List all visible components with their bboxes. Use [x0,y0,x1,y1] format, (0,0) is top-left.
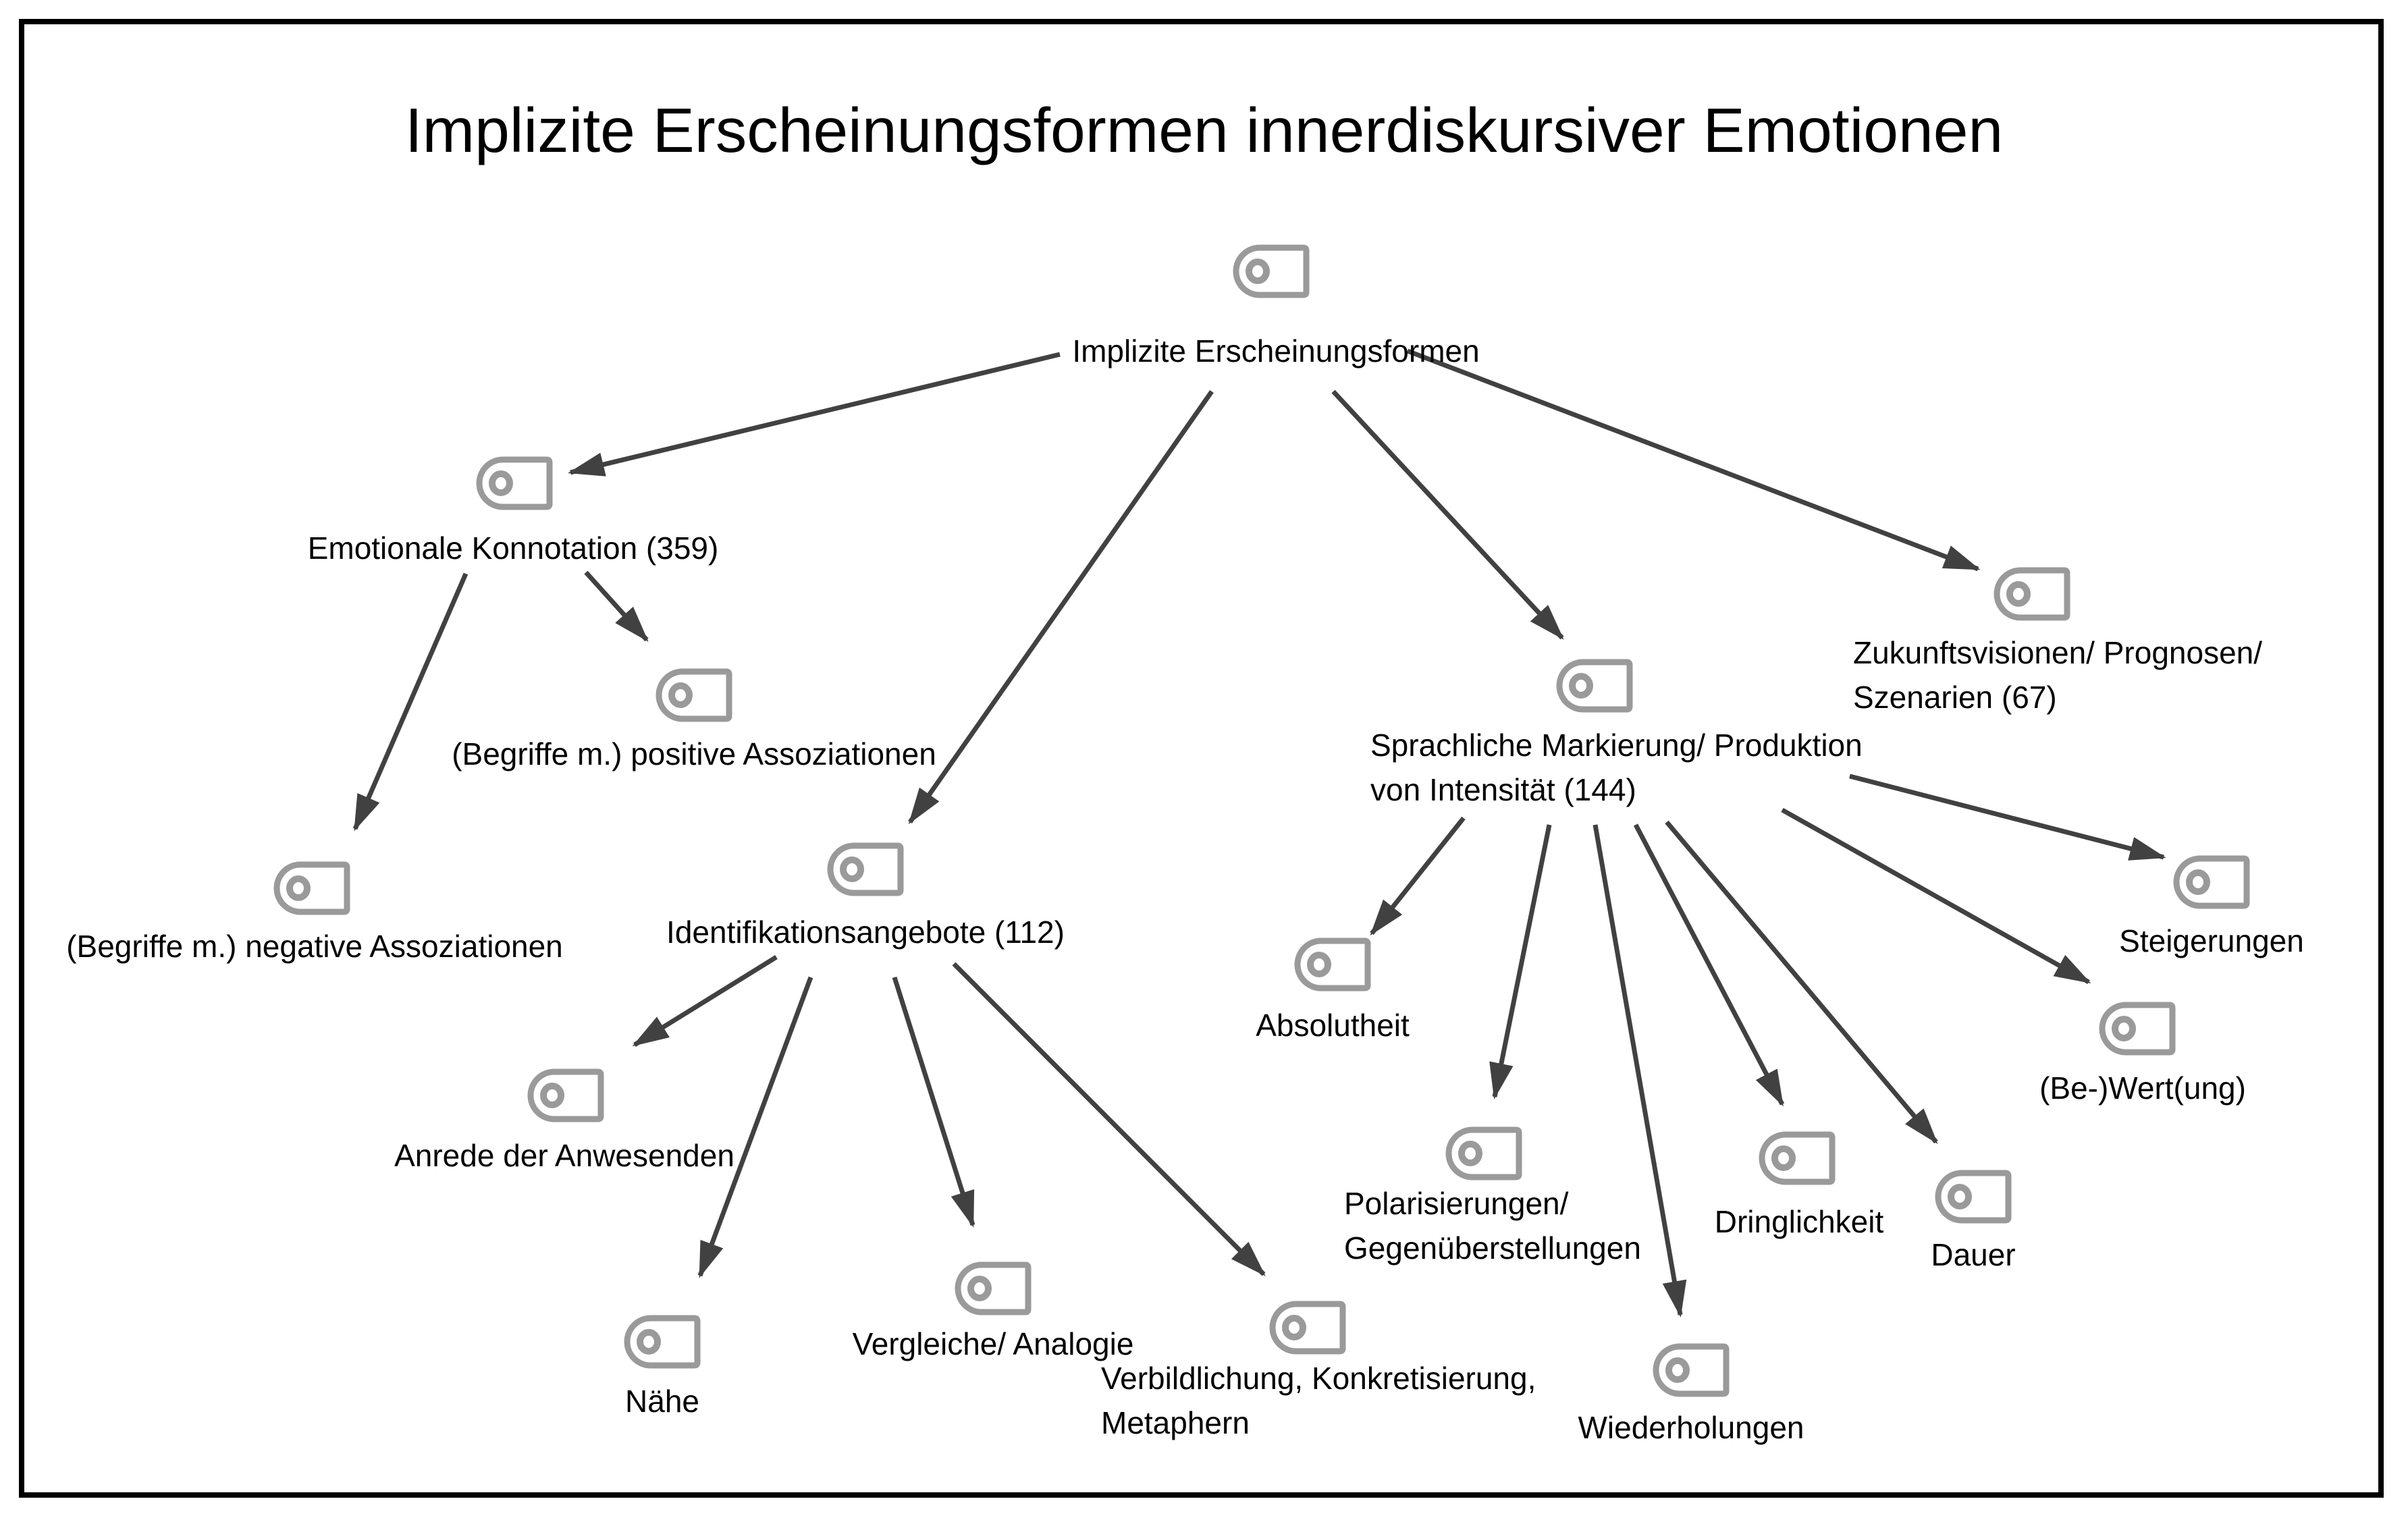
diagram-title: Implizite Erscheinungsformen innerdiskursiver Emotionen [404,95,2004,165]
code-tag-icon [1935,1170,2012,1224]
node-label-naehe: Nähe [625,1384,699,1419]
edge-arrow-implizite-to-emotionale [570,354,1060,472]
node-label-verbildlichung: Verbildlichung, Konkretisierung, Metaphern [1101,1361,1536,1440]
code-tag-icon [1759,1131,1836,1185]
node-label-polarisierungen: Polarisierungen/ Gegenüberstellungen [1344,1186,1641,1266]
edge-arrow-identifikation-to-verbildlichung [954,964,1264,1274]
code-tag-icon [1294,937,1371,991]
code-tag-icon [2099,1002,2176,1056]
code-tag-icon [476,456,553,510]
edge-arrow-emotionale-to-positive [586,572,647,640]
node-label-dringlichkeit: Dringlichkeit [1714,1204,1884,1239]
node-label-emotionale: Emotionale Konnotation (359) [307,531,719,566]
code-tag-icon [527,1068,604,1122]
code-tag-icon [655,668,732,722]
edge-arrow-implizite-to-sprachliche [1333,391,1562,638]
code-tag-icon [955,1261,1032,1315]
node-label-zukunft: Zukunftsvisionen/ Prognosen/ Szenarien (67) [1853,635,2263,715]
node-label-bewertung: (Be-)Wert(ung) [2039,1070,2246,1106]
code-tag-icon [1233,244,1310,298]
node-label-vergleiche: Vergleiche/ Analogie [852,1326,1134,1361]
code-tag-icon [2173,855,2250,909]
code-tag-icon [1445,1126,1522,1180]
code-tag-icon [273,861,350,915]
node-label-absolutheit: Absolutheit [1256,1008,1410,1043]
edge-arrow-identifikation-to-anrede [635,957,776,1045]
code-tag-icon [827,842,904,896]
code-tag-icon [1653,1343,1730,1397]
edge-arrow-sprachliche-to-absolutheit [1372,818,1464,933]
node-label-sprachliche: Sprachliche Markierung/ Produktion von Intensität (144) [1370,728,1863,807]
edge-arrow-sprachliche-to-polarisierungen [1495,825,1549,1097]
edge-arrow-sprachliche-to-dauer [1667,822,1936,1142]
edge-arrow-sprachliche-to-dringlichkeit [1636,825,1782,1104]
edge-arrow-sprachliche-to-steigerungen [1850,776,2164,857]
node-label-positive: (Begriffe m.) positive Assoziationen [452,736,936,771]
edge-arrow-identifikation-to-naehe [700,977,811,1276]
code-tag-icon [1556,659,1633,713]
edge-arrow-implizite-to-identifikation [910,391,1212,822]
edge-arrow-identifikation-to-vergleiche [894,977,973,1225]
node-label-wiederholungen: Wiederholungen [1578,1410,1804,1445]
node-label-anrede: Anrede der Anwesenden [394,1138,734,1173]
code-tag-icon [1994,567,2070,621]
edge-arrow-implizite-to-zukunft [1408,351,1978,569]
node-label-negative: (Begriffe m.) negative Assoziationen [66,929,563,964]
node-label-identifikation: Identifikationsangebote (112) [666,915,1065,950]
node-label-dauer: Dauer [1931,1237,2016,1272]
edge-arrow-sprachliche-to-bewertung [1782,810,2089,982]
node-label-implizite: Implizite Erscheinungsformen [1072,333,1480,369]
code-tag-icon [624,1315,701,1369]
code-tag-icon [1269,1301,1346,1355]
edge-arrow-emotionale-to-negative [355,574,466,829]
node-label-steigerungen: Steigerungen [2119,923,2304,958]
